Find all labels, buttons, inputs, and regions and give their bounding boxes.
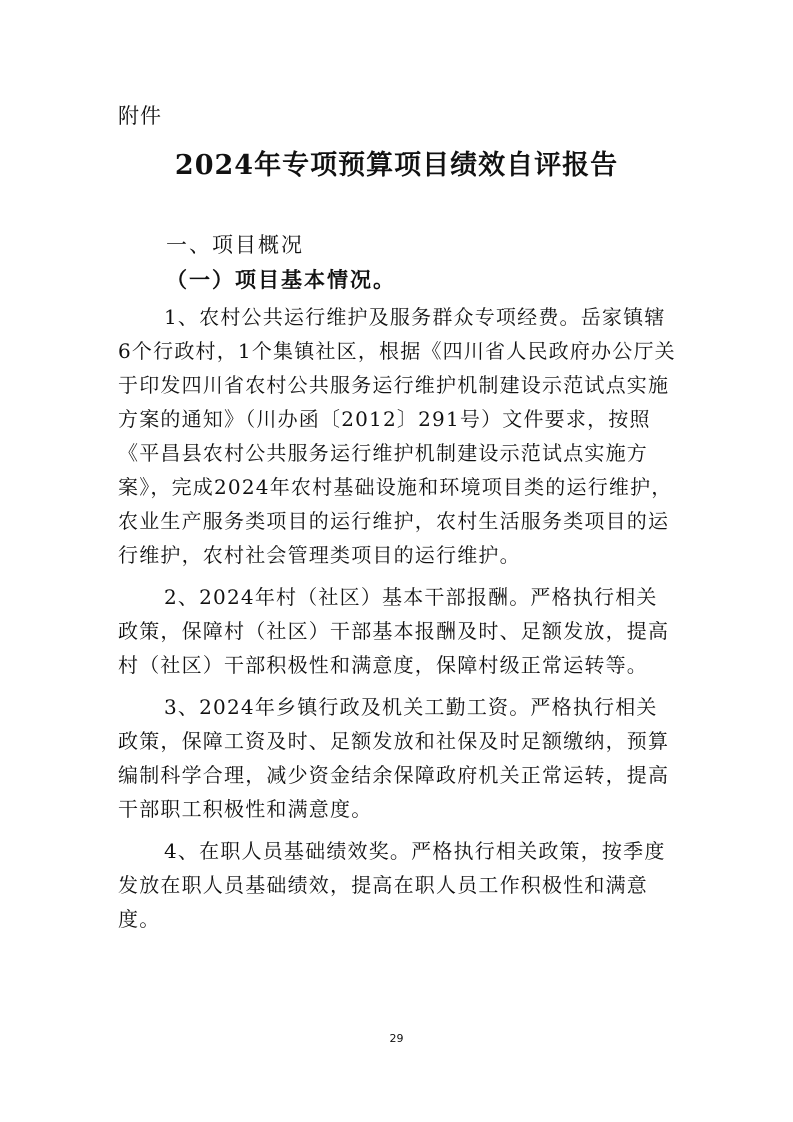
page-number: 29 <box>389 1032 404 1045</box>
paragraph-1: 1、农村公共运行维护及服务群众专项经费。岳家镇辖6个行政村，1个集镇社区，根据《四川省人民政府办公厅关于印发四川省农村公共服务运行维护机制建设示范试点实施方案的通知》（川办函〔2012〕291号）文件要求，按照《平昌县农村公共服务运行维护机制建设示范试点实施方案》，完成2024年农村基础设施和环境项目类的运行维护，农业生产服务类项目的运行维护，农村生活服务类项目的运行维护，农村社会管理类项目的运行维护。 <box>118 305 676 567</box>
subsection-heading: （一）项目基本情况。 <box>166 267 396 292</box>
section-heading: 一、项目概况 <box>166 233 304 257</box>
document-body <box>118 300 678 936</box>
attachment-label: 附件 <box>118 104 162 128</box>
document-title: 2024年专项预算项目绩效自评报告 <box>174 150 619 181</box>
paragraph-2: 2、2024年村（社区）基本干部报酬。严格执行相关政策，保障村（社区）干部基本报酬及时、足额发放，提高村（社区）干部积极性和满意度，保障村级正常运转等。 <box>118 585 670 677</box>
paragraph-3: 3、2024年乡镇行政及机关工勤工资。严格执行相关政策，保障工资及时、足额发放和社保及时足额缴纳，预算编制科学合理，减少资金结余保障政府机关正常运转，提高干部职工积极性和满意度。 <box>118 695 670 821</box>
paragraph-4: 4、在职人员基础绩效奖。严格执行相关政策，按季度发放在职人员基础绩效，提高在职人员工作积极性和满意度。 <box>118 839 666 931</box>
